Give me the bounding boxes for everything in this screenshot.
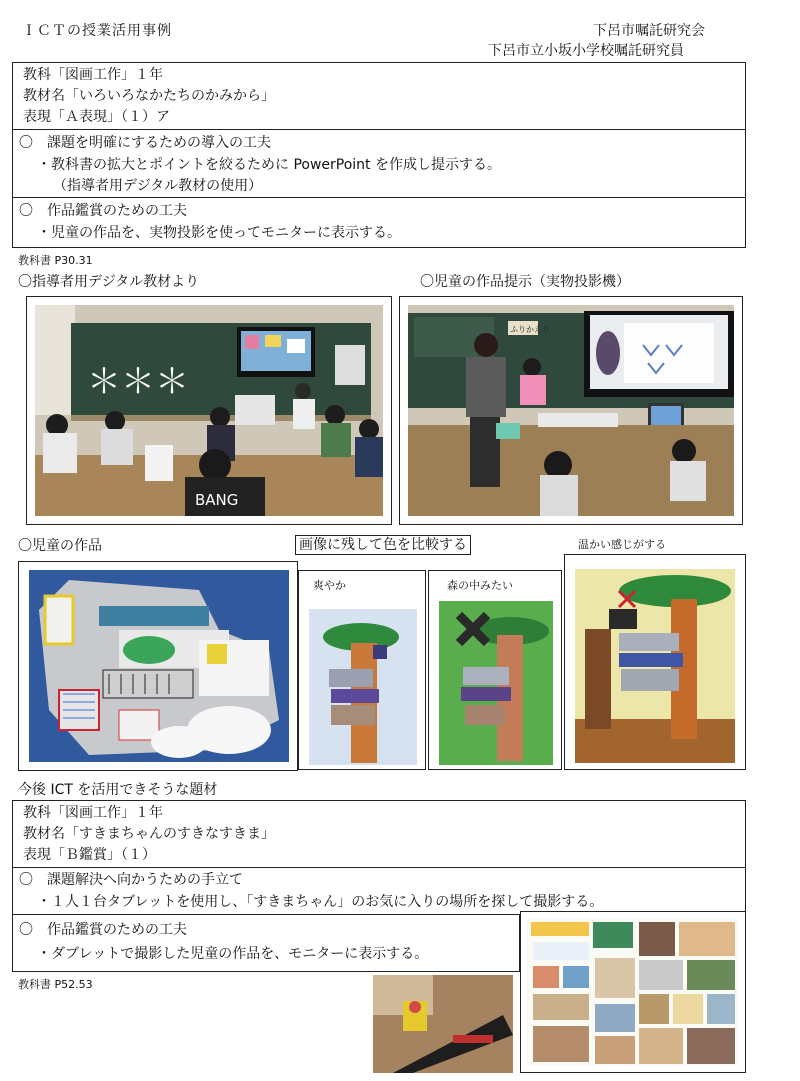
point2-body: ・児童の作品を、実物投影を使ってモニターに表示する。 bbox=[37, 225, 401, 241]
classroom-illustration-right bbox=[408, 305, 734, 516]
point1-title: 〇 課題を明確にするための導入の工夫 bbox=[19, 135, 271, 151]
subject-label: 教科「図画工作」１年 bbox=[23, 67, 163, 83]
section2-point2-body: ・ダブレットで撮影した児童の作品を、モニターに表示する。 bbox=[37, 946, 429, 962]
photo-caption-right: 〇児童の作品提示（実物投影機） bbox=[420, 274, 630, 290]
photo-caption-left: 〇指導者用デジタル教材より bbox=[18, 274, 200, 290]
compare-label: 画像に残して色を比較する bbox=[295, 535, 471, 555]
work-c-frame bbox=[564, 554, 746, 770]
works-caption: 〇児童の作品 bbox=[18, 538, 102, 554]
section1-point2-box bbox=[12, 197, 746, 248]
org-name: 下呂市嘱託研究会 bbox=[593, 23, 705, 39]
point1-body: ・教科書の拡大とポイントを絞るために PowerPoint を作成し提示する。 bbox=[37, 157, 501, 173]
work-label-c: 温かい感じがする bbox=[578, 538, 666, 551]
section2-heading: 今後 ICT を活用できそうな題材 bbox=[18, 782, 218, 798]
work-a-frame bbox=[298, 570, 426, 770]
work-a-art bbox=[309, 609, 417, 765]
expression2-label: 表現「Ｂ鑑賞」（１） bbox=[23, 847, 156, 863]
section2-info-box bbox=[12, 800, 746, 868]
classroom-photo-left bbox=[26, 296, 392, 525]
shirt-text: BANG bbox=[195, 491, 239, 509]
classroom-illustration-left bbox=[35, 305, 383, 516]
point1-note: （指導者用デジタル教材の使用） bbox=[53, 178, 263, 194]
work-b-art bbox=[439, 601, 553, 765]
textbook-ref-2: 教科書 P52.53 bbox=[18, 978, 93, 991]
tablet-photo bbox=[373, 975, 513, 1073]
section1-point1-box bbox=[12, 129, 746, 198]
tablet-photo-art bbox=[373, 975, 513, 1073]
material-label: 教材名「いろいろなかたちのかみから」 bbox=[23, 88, 275, 104]
board-label: ふりかえり bbox=[510, 325, 550, 334]
subject2-label: 教科「図画工作」１年 bbox=[23, 805, 163, 821]
expression-label: 表現「Ａ表現」（１）ア bbox=[23, 109, 170, 125]
section2-point1-body: ・１人１台タブレットを使用し、「すきまちゃん」のお気に入りの場所を探して撮影する。 bbox=[37, 894, 604, 910]
textbook-spread-photo bbox=[520, 911, 746, 1073]
point2-title: 〇 作品鑑賞のための工夫 bbox=[19, 203, 187, 219]
org-researcher: 下呂市立小坂小学校嘱託研究員 bbox=[488, 43, 684, 59]
section2-point1-title: 〇 課題解決へ向かうための手立て bbox=[19, 872, 243, 888]
classroom-photo-right bbox=[399, 296, 743, 525]
section1-info-box bbox=[12, 62, 746, 130]
work-label-a: 爽やか bbox=[313, 579, 346, 592]
textbook-spread-art bbox=[527, 918, 739, 1066]
artwork-collage bbox=[29, 570, 289, 762]
work-b-frame bbox=[428, 570, 562, 770]
section2-point2-title: 〇 作品鑑賞のための工夫 bbox=[19, 922, 187, 938]
board-text: ＊＊＊ bbox=[87, 362, 189, 402]
page-title: ＩＣＴの授業活用事例 bbox=[22, 23, 172, 39]
artwork-collage-photo bbox=[18, 561, 298, 771]
section2-point2-box bbox=[12, 914, 520, 972]
work-label-b: 森の中みたい bbox=[447, 579, 513, 592]
section2-point1-box bbox=[12, 867, 746, 915]
work-c-art bbox=[575, 569, 735, 763]
textbook-ref-1: 教科書 P30.31 bbox=[18, 254, 93, 267]
material2-label: 教材名「すきまちゃんのすきなすきま」 bbox=[23, 826, 275, 842]
